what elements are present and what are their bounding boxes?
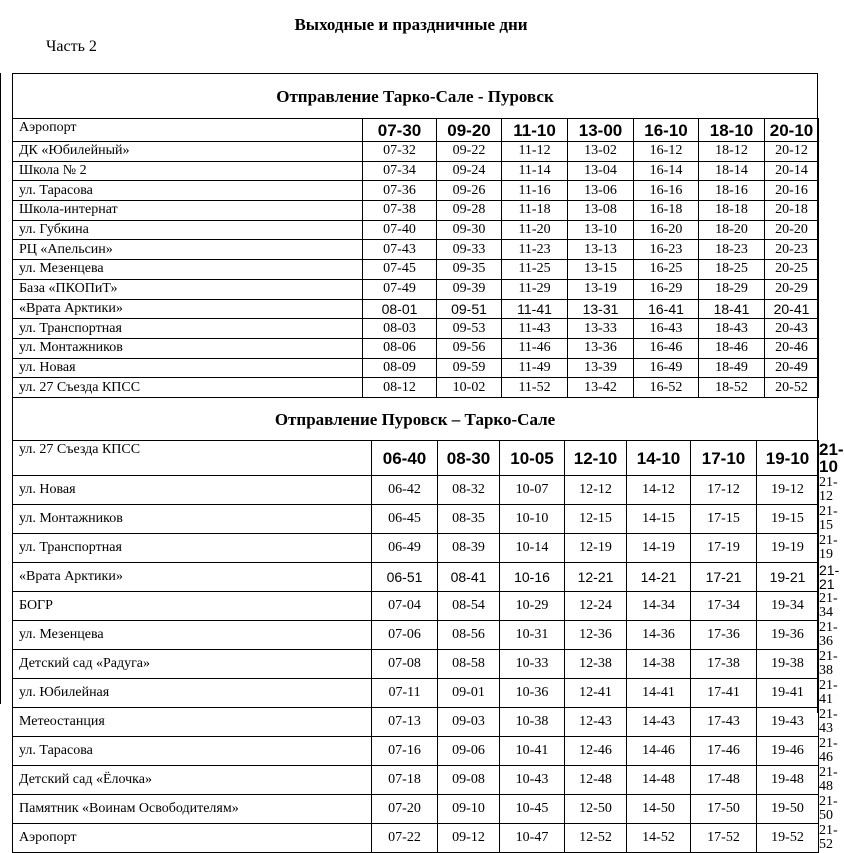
departure-time: 09-51 — [437, 299, 502, 319]
departure-time: 12-48 — [565, 766, 627, 795]
departure-time: 11-46 — [502, 338, 568, 358]
departure-time: 10-43 — [500, 766, 565, 795]
departure-time: 18-12 — [699, 142, 765, 162]
stop-spacer-cell — [285, 378, 363, 398]
stop-spacer-cell — [285, 299, 363, 319]
stop-name: ул. 27 Съезда КПСС — [13, 378, 285, 398]
departure-time: 16-10 — [634, 119, 699, 142]
departure-time: 10-47 — [500, 824, 565, 853]
departure-time: 11-29 — [502, 279, 568, 299]
departure-time: 06-42 — [372, 476, 438, 505]
departure-time: 13-31 — [568, 299, 634, 319]
stop-name: ул. Новая — [13, 476, 372, 505]
table-row — [13, 240, 819, 260]
stop-name: ул. Губкина — [13, 220, 285, 240]
departure-time: 19-43 — [757, 708, 819, 737]
stop-spacer-cell — [285, 358, 363, 378]
departure-time: 08-39 — [438, 534, 500, 563]
departure-time: 19-50 — [757, 795, 819, 824]
departure-time: 19-15 — [757, 505, 819, 534]
departure-time: 14-52 — [627, 824, 691, 853]
departure-time: 17-10 — [691, 441, 757, 476]
departure-time: 06-51 — [372, 563, 438, 592]
departure-time: 20-20 — [765, 220, 819, 240]
table-row — [13, 319, 819, 339]
departure-time: 09-59 — [437, 358, 502, 378]
departure-time: 16-41 — [634, 299, 699, 319]
departure-time: 19-36 — [757, 621, 819, 650]
departure-time: 09-03 — [438, 708, 500, 737]
stop-name: БОГР — [13, 592, 372, 621]
departure-time: 10-38 — [500, 708, 565, 737]
section2-title: Отправление Пуровск – Тарко-Сале — [274, 410, 556, 429]
departure-time: 11-16 — [502, 181, 568, 201]
departure-time: 17-34 — [691, 592, 757, 621]
table-row: Памятник «Воинам Освободителям» 07-20 09-10 10-45 12-50 14-50 17-50 19-50 21-50 — [13, 795, 819, 824]
departure-time: 19-38 — [757, 650, 819, 679]
departure-time: 07-30 — [363, 119, 437, 142]
section1-title: Отправление Тарко-Сале - Пуровск — [276, 87, 554, 106]
table-row: ул. Монтажников 06-45 08-35 10-10 12-15 14-15 17-15 19-15 21-15 — [13, 505, 819, 534]
departure-time: 11-12 — [502, 142, 568, 162]
stop-name: Детский сад «Ёлочка» — [13, 766, 372, 795]
table-row — [13, 279, 819, 299]
table-row: Метеостанция 07-13 09-03 10-38 12-43 14-43 17-43 19-43 21-43 — [13, 708, 819, 737]
departure-time: 20-18 — [765, 201, 819, 221]
table-row: ул. Юбилейная 07-11 09-01 10-36 12-41 14-41 17-41 19-41 21-41 — [13, 679, 819, 708]
departure-time: 19-34 — [757, 592, 819, 621]
departure-time: 10-14 — [500, 534, 565, 563]
departure-time: 07-08 — [372, 650, 438, 679]
departure-time: 09-28 — [437, 201, 502, 221]
departure-time: 12-52 — [565, 824, 627, 853]
departure-time: 16-23 — [634, 240, 699, 260]
departure-time: 09-24 — [437, 161, 502, 181]
departure-time: 10-45 — [500, 795, 565, 824]
stop-spacer-cell — [285, 201, 363, 221]
departure-time: 11-52 — [502, 378, 568, 398]
stop-spacer-cell — [285, 338, 363, 358]
stop-name: Детский сад «Радуга» — [13, 650, 372, 679]
table-row: ул. Мезенцева 07-06 08-56 10-31 12-36 14-36 17-36 19-36 21-36 — [13, 621, 819, 650]
departure-time: 13-33 — [568, 319, 634, 339]
table-row: ул. Новая 06-42 08-32 10-07 12-12 14-12 17-12 19-12 21-12 — [13, 476, 819, 505]
departure-time: 16-29 — [634, 279, 699, 299]
stop-name: Памятник «Воинам Освободителям» — [13, 795, 372, 824]
departure-time: 18-23 — [699, 240, 765, 260]
departure-time: 09-01 — [438, 679, 500, 708]
departure-time: 08-12 — [363, 378, 437, 398]
departure-time: 12-15 — [565, 505, 627, 534]
stop-name: ул. Транспортная — [13, 534, 372, 563]
departure-time: 11-41 — [502, 299, 568, 319]
departure-time: 14-21 — [627, 563, 691, 592]
departure-time: 14-15 — [627, 505, 691, 534]
departure-time: 19-10 — [757, 441, 819, 476]
departure-time: 09-35 — [437, 260, 502, 280]
departure-time: 08-01 — [363, 299, 437, 319]
departure-time: 20-41 — [765, 299, 819, 319]
departure-time: 11-43 — [502, 319, 568, 339]
departure-time: 12-38 — [565, 650, 627, 679]
departure-time: 07-32 — [363, 142, 437, 162]
departure-time: 11-23 — [502, 240, 568, 260]
departure-time: 12-24 — [565, 592, 627, 621]
departure-time: 14-50 — [627, 795, 691, 824]
departure-time: 16-49 — [634, 358, 699, 378]
departure-time: 19-41 — [757, 679, 819, 708]
departure-time: 07-16 — [372, 737, 438, 766]
departure-time: 07-06 — [372, 621, 438, 650]
departure-time: 10-36 — [500, 679, 565, 708]
departure-time: 07-20 — [372, 795, 438, 824]
stop-spacer-cell — [285, 220, 363, 240]
departure-time: 17-50 — [691, 795, 757, 824]
departure-time: 16-12 — [634, 142, 699, 162]
departure-time: 08-30 — [438, 441, 500, 476]
departure-time: 07-49 — [363, 279, 437, 299]
departure-time: 18-10 — [699, 119, 765, 142]
departure-time: 19-12 — [757, 476, 819, 505]
departure-time: 20-52 — [765, 378, 819, 398]
departure-time: 09-39 — [437, 279, 502, 299]
departure-time: 08-35 — [438, 505, 500, 534]
departure-time: 16-52 — [634, 378, 699, 398]
departure-time: 13-42 — [568, 378, 634, 398]
departure-time: 11-14 — [502, 161, 568, 181]
departure-time: 09-33 — [437, 240, 502, 260]
departure-time: 08-32 — [438, 476, 500, 505]
departure-time: 13-36 — [568, 338, 634, 358]
stop-name: Школа-интернат — [13, 201, 285, 221]
departure-time: 13-39 — [568, 358, 634, 378]
departure-time: 10-29 — [500, 592, 565, 621]
departure-time: 09-06 — [438, 737, 500, 766]
table-row — [13, 338, 819, 358]
departure-time: 20-10 — [765, 119, 819, 142]
stop-spacer-cell — [285, 260, 363, 280]
stop-name: ул. Транспортная — [13, 319, 285, 339]
departure-time: 14-36 — [627, 621, 691, 650]
departure-time: 10-31 — [500, 621, 565, 650]
departure-time: 11-10 — [502, 119, 568, 142]
stop-name: ул. Юбилейная — [13, 679, 372, 708]
departure-time: 09-10 — [438, 795, 500, 824]
departure-time: 12-19 — [565, 534, 627, 563]
departure-time: 08-58 — [438, 650, 500, 679]
departure-time: 12-12 — [565, 476, 627, 505]
departure-time: 11-18 — [502, 201, 568, 221]
departure-time: 07-18 — [372, 766, 438, 795]
departure-time: 10-07 — [500, 476, 565, 505]
departure-time: 09-53 — [437, 319, 502, 339]
departure-time: 10-33 — [500, 650, 565, 679]
departure-time: 18-43 — [699, 319, 765, 339]
departure-time: 07-43 — [363, 240, 437, 260]
departure-time: 19-46 — [757, 737, 819, 766]
departure-time: 14-34 — [627, 592, 691, 621]
departure-time: 14-41 — [627, 679, 691, 708]
schedule-table-tarko-purovsk — [12, 118, 819, 398]
table-row — [13, 378, 819, 398]
stop-name: Метеостанция — [13, 708, 372, 737]
departure-time: 20-23 — [765, 240, 819, 260]
departure-time: 06-40 — [372, 441, 438, 476]
departure-time: 08-41 — [438, 563, 500, 592]
departure-time: 18-20 — [699, 220, 765, 240]
departure-time: 17-19 — [691, 534, 757, 563]
departure-time: 07-22 — [372, 824, 438, 853]
departure-time: 17-38 — [691, 650, 757, 679]
departure-time: 20-16 — [765, 181, 819, 201]
departure-time: 14-10 — [627, 441, 691, 476]
departure-time: 08-54 — [438, 592, 500, 621]
stop-name: База «ПКОПиТ» — [13, 279, 285, 299]
stop-name: ул. Монтажников — [13, 505, 372, 534]
stop-name: ул. Мезенцева — [13, 260, 285, 280]
stop-spacer-cell — [285, 240, 363, 260]
departure-time: 11-20 — [502, 220, 568, 240]
departure-time: 18-46 — [699, 338, 765, 358]
stop-spacer-cell — [285, 161, 363, 181]
table-row: ул. Тарасова 07-16 09-06 10-41 12-46 14-46 17-46 19-46 21-46 — [13, 737, 819, 766]
table-row — [13, 201, 819, 221]
departure-time: 16-25 — [634, 260, 699, 280]
departure-time: 17-21 — [691, 563, 757, 592]
departure-time: 18-16 — [699, 181, 765, 201]
table-row: Аэропорт 07-22 09-12 10-47 12-52 14-52 17-52 19-52 21-52 — [13, 824, 819, 853]
departure-time: 13-00 — [568, 119, 634, 142]
table-row — [13, 299, 819, 319]
stop-name: РЦ «Апельсин» — [13, 240, 285, 260]
departure-time: 14-48 — [627, 766, 691, 795]
departure-time: 20-25 — [765, 260, 819, 280]
departure-time: 06-49 — [372, 534, 438, 563]
departure-time: 20-46 — [765, 338, 819, 358]
left-edge-line — [0, 73, 1, 704]
departure-time: 16-43 — [634, 319, 699, 339]
departure-time: 07-40 — [363, 220, 437, 240]
departure-time: 20-14 — [765, 161, 819, 181]
table-row: ул. Транспортная 06-49 08-39 10-14 12-19 14-19 17-19 19-19 21-19 — [13, 534, 819, 563]
stop-name: ул. Монтажников — [13, 338, 285, 358]
departure-time: 10-41 — [500, 737, 565, 766]
schedule-table-purovsk-tarko — [12, 440, 844, 853]
stop-name: ул. Тарасова — [13, 181, 285, 201]
departure-time: 09-56 — [437, 338, 502, 358]
stop-name: ул. Тарасова — [13, 737, 372, 766]
departure-time: 16-14 — [634, 161, 699, 181]
departure-time: 08-03 — [363, 319, 437, 339]
departure-time: 16-46 — [634, 338, 699, 358]
stop-spacer-cell — [285, 319, 363, 339]
departure-time: 18-49 — [699, 358, 765, 378]
departure-time: 20-49 — [765, 358, 819, 378]
departure-time: 17-52 — [691, 824, 757, 853]
departure-time: 19-48 — [757, 766, 819, 795]
table-row — [13, 161, 819, 181]
departure-time: 12-10 — [565, 441, 627, 476]
departure-time: 08-09 — [363, 358, 437, 378]
header-row: ул. 27 Съезда КПСС 06-40 08-30 10-05 12-10 14-10 17-10 19-10 21-10 — [13, 441, 819, 476]
stop-spacer-cell — [285, 279, 363, 299]
departure-time: 17-41 — [691, 679, 757, 708]
departure-time: 09-12 — [438, 824, 500, 853]
departure-time: 11-49 — [502, 358, 568, 378]
departure-time: 17-48 — [691, 766, 757, 795]
departure-time: 14-38 — [627, 650, 691, 679]
departure-time: 10-10 — [500, 505, 565, 534]
departure-time: 09-22 — [437, 142, 502, 162]
departure-time: 13-06 — [568, 181, 634, 201]
departure-time: 09-20 — [437, 119, 502, 142]
departure-time: 19-21 — [757, 563, 819, 592]
departure-time: 14-43 — [627, 708, 691, 737]
departure-time: 18-25 — [699, 260, 765, 280]
header-row — [13, 119, 819, 142]
departure-time: 17-15 — [691, 505, 757, 534]
table-row — [13, 358, 819, 378]
departure-time: 18-29 — [699, 279, 765, 299]
departure-time: 13-19 — [568, 279, 634, 299]
departure-time: 07-04 — [372, 592, 438, 621]
table-row: «Врата Арктики» 06-51 08-41 10-16 12-21 14-21 17-21 19-21 21-21 — [13, 563, 819, 592]
departure-time: 09-26 — [437, 181, 502, 201]
departure-time: 10-16 — [500, 563, 565, 592]
departure-time: 09-08 — [438, 766, 500, 795]
stop-name: Аэропорт — [13, 824, 372, 853]
departure-time: 16-18 — [634, 201, 699, 221]
stop-name: ул. Мезенцева — [13, 621, 372, 650]
departure-time: 14-19 — [627, 534, 691, 563]
departure-time: 07-13 — [372, 708, 438, 737]
departure-time: 14-46 — [627, 737, 691, 766]
departure-time: 16-16 — [634, 181, 699, 201]
departure-time: 13-08 — [568, 201, 634, 221]
departure-time: 13-15 — [568, 260, 634, 280]
part-label: Часть 2 — [46, 38, 97, 55]
departure-time: 19-19 — [757, 534, 819, 563]
table-row — [13, 260, 819, 280]
departure-time: 10-05 — [500, 441, 565, 476]
departure-time: 08-06 — [363, 338, 437, 358]
departure-time: 18-41 — [699, 299, 765, 319]
departure-time: 10-02 — [437, 378, 502, 398]
departure-time: 07-38 — [363, 201, 437, 221]
table-row — [13, 142, 819, 162]
table-row: БОГР 07-04 08-54 10-29 12-24 14-34 17-34 19-34 21-34 — [13, 592, 819, 621]
table-row: Детский сад «Ёлочка» 07-18 09-08 10-43 12-48 14-48 17-48 19-48 21-48 — [13, 766, 819, 795]
departure-time: 13-04 — [568, 161, 634, 181]
departure-time: 07-36 — [363, 181, 437, 201]
departure-time: 12-36 — [565, 621, 627, 650]
departure-time: 06-45 — [372, 505, 438, 534]
stop-name: «Врата Арктики» — [13, 299, 285, 319]
departure-time: 17-46 — [691, 737, 757, 766]
departure-time: 07-45 — [363, 260, 437, 280]
departure-time: 07-34 — [363, 161, 437, 181]
departure-time: 19-52 — [757, 824, 819, 853]
departure-time: 18-14 — [699, 161, 765, 181]
stop-spacer-cell — [285, 181, 363, 201]
page-title: Выходные и праздничные дни — [294, 15, 528, 34]
departure-time: 12-41 — [565, 679, 627, 708]
departure-time: 18-52 — [699, 378, 765, 398]
table-row: Детский сад «Радуга» 07-08 08-58 10-33 12-38 14-38 17-38 19-38 21-38 — [13, 650, 819, 679]
stop-name: Школа № 2 — [13, 161, 285, 181]
departure-time: 16-20 — [634, 220, 699, 240]
departure-time: 17-36 — [691, 621, 757, 650]
stop-name: Аэропорт — [13, 119, 363, 142]
departure-time: 17-43 — [691, 708, 757, 737]
departure-time: 14-12 — [627, 476, 691, 505]
table-row — [13, 220, 819, 240]
departure-time: 13-02 — [568, 142, 634, 162]
departure-time: 20-12 — [765, 142, 819, 162]
stop-name: ул. Новая — [13, 358, 285, 378]
departure-time: 11-25 — [502, 260, 568, 280]
departure-time: 20-43 — [765, 319, 819, 339]
stop-name: ул. 27 Съезда КПСС — [13, 441, 372, 476]
departure-time: 07-11 — [372, 679, 438, 708]
stop-name: ДК «Юбилейный» — [13, 142, 363, 162]
departure-time: 08-56 — [438, 621, 500, 650]
departure-time: 12-21 — [565, 563, 627, 592]
departure-time: 12-46 — [565, 737, 627, 766]
departure-time: 13-10 — [568, 220, 634, 240]
departure-time: 12-43 — [565, 708, 627, 737]
departure-time: 17-12 — [691, 476, 757, 505]
departure-time: 12-50 — [565, 795, 627, 824]
stop-name: «Врата Арктики» — [13, 563, 372, 592]
departure-time: 20-29 — [765, 279, 819, 299]
table-row — [13, 181, 819, 201]
departure-time: 09-30 — [437, 220, 502, 240]
departure-time: 13-13 — [568, 240, 634, 260]
departure-time: 18-18 — [699, 201, 765, 221]
